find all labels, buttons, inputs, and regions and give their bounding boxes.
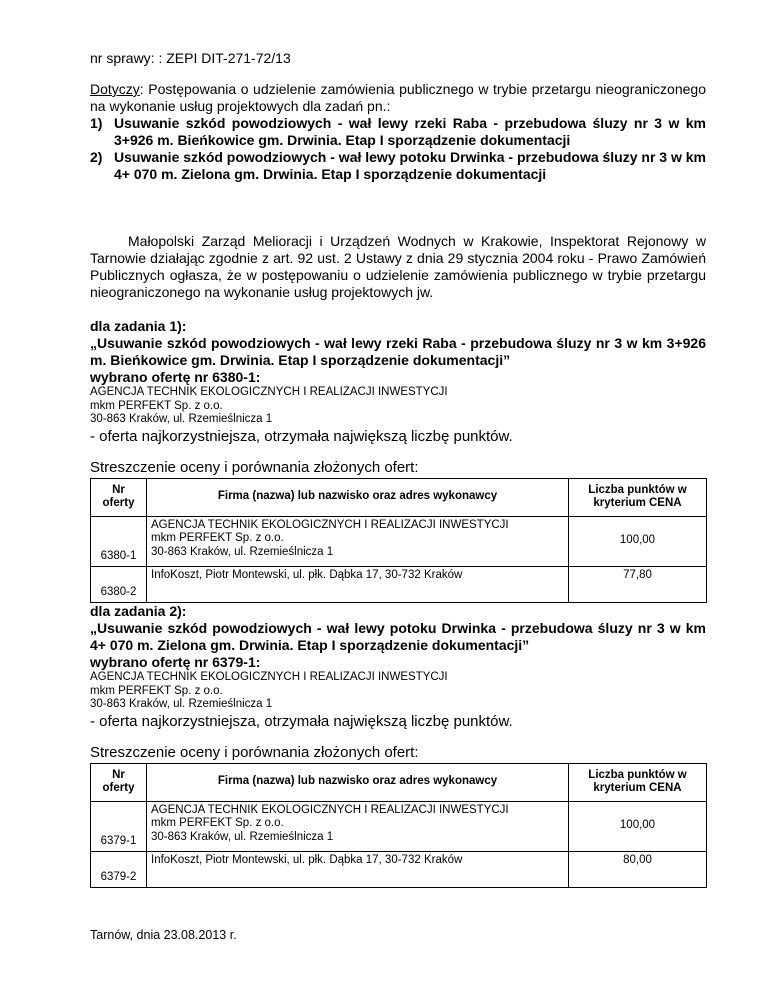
section-heading: dla zadania 2): [90, 603, 187, 619]
winner-note: - oferta najkorzystniejsza, otrzymała największą liczbę punktów. [90, 427, 513, 445]
header-firm: Firma (nazwa) lub nazwisko oraz adres wykonawcy [147, 478, 569, 516]
selected-offer: wybrano ofertę nr 6380-1: [90, 369, 261, 385]
section-task-2 [90, 603, 706, 888]
intro-paragraph: Małopolski Zarząd Melioracji i Urządzeń Wodnych w Krakowie, Inspektorat Rejonowy w Tarnowie działając zgodnie z art. 92 ust. 2 Ustawy z dnia 29 stycznia 2004 roku - Prawo Zamówień Publicznych ogłasza, że w postępowaniu o udzielenie zamówienia publicznego w trybie przetargu nieograniczonego na wykonanie usług projektowych jw. [90, 233, 706, 300]
task-item: 2) Usuwanie szkód powodziowych - wał lewy potoku Drwinka - przebudowa śluzy nr 3 w km 4+ 070 m. Zielona gm. Drwinia. Etap I sporządzenie dokumentacji [90, 149, 706, 182]
offer-points: 80,00 [569, 851, 707, 887]
task-list [90, 115, 706, 183]
header-points: Liczba punktów w kryterium CENA [569, 763, 707, 801]
offer-firm: InfoKoszt, Piotr Montewski, ul. płk. Dąbka 17, 30-732 Kraków [147, 851, 569, 887]
offers-table [90, 763, 707, 888]
winner-line: 30-863 Kraków, ul. Rzemieślnicza 1 [90, 413, 273, 425]
winner-line: AGENCJA TECHNIK EKOLOGICZNYCH I REALIZACJI INWESTYCJI [90, 671, 448, 683]
section-task-1 [90, 318, 706, 603]
section-heading: dla zadania 1): [90, 318, 187, 334]
winner-line: mkm PERFEKT Sp. z o.o. [90, 399, 223, 412]
offer-nr: 6380-2 [91, 566, 147, 602]
table-row [91, 801, 707, 851]
offer-points: 77,80 [569, 566, 707, 602]
winner-note: - oferta najkorzystniejsza, otrzymała największą liczbę punktów. [90, 712, 513, 730]
table-row [91, 516, 707, 566]
offer-firm: InfoKoszt, Piotr Montewski, ul. płk. Dąbka 17, 30-732 Kraków [147, 566, 569, 602]
offer-nr: 6379-1 [91, 801, 147, 851]
offer-nr: 6380-1 [91, 516, 147, 566]
header-firm: Firma (nazwa) lub nazwisko oraz adres wykonawcy [147, 763, 569, 801]
section-task-title: „Usuwanie szkód powodziowych - wał lewy rzeki Raba - przebudowa śluzy nr 3 w km 3+926 m. Bieńkowice gm. Drwinia. Etap I sporządzenie dokumentacji” [90, 335, 706, 368]
table-row [91, 566, 707, 602]
header-nr: Nr oferty [91, 478, 147, 516]
concerning-label: Dotyczy [90, 81, 140, 97]
table-row [91, 851, 707, 887]
offer-points: 100,00 [569, 516, 707, 566]
concerning-text: Dotyczy: Postępowania o udzielenie zamówienia publicznego w trybie przetargu nieograniczonego na wykonanie usług projektowych dla zadań pn.: [90, 81, 706, 114]
case-number: nr sprawy: : ZEPI DIT-271-72/13 [90, 50, 291, 66]
winner-line: AGENCJA TECHNIK EKOLOGICZNYCH I REALIZACJI INWESTYCJI [90, 386, 448, 398]
summary-title: Streszczenie oceny i porównania złożonych ofert: [90, 458, 419, 476]
offer-firm: AGENCJA TECHNIK EKOLOGICZNYCH I REALIZACJI INWESTYCJI mkm PERFEKT Sp. z o.o. 30-863 Kraków, ul. Rzemieślnicza 1 [147, 801, 569, 851]
table-header-row [91, 763, 707, 801]
offer-points: 100,00 [569, 801, 707, 851]
offer-nr: 6379-2 [91, 851, 147, 887]
concerning-block [90, 81, 706, 183]
section-task-title: „Usuwanie szkód powodziowych - wał lewy potoku Drwinka - przebudowa śluzy nr 3 w km 4+ 070 m. Zielona gm. Drwinia. Etap I sporządzenie dokumentacji” [90, 620, 706, 653]
header-nr: Nr oferty [91, 763, 147, 801]
winner-line: mkm PERFEKT Sp. z o.o. [90, 684, 223, 697]
selected-offer: wybrano ofertę nr 6379-1: [90, 654, 261, 670]
table-header-row [91, 478, 707, 516]
task-item: 1) Usuwanie szkód powodziowych - wał lewy rzeki Raba - przebudowa śluzy nr 3 w km 3+926 m. Bieńkowice gm. Drwinia. Etap I sporządzenie dokumentacji [90, 115, 706, 148]
offers-table [90, 478, 707, 603]
offer-firm: AGENCJA TECHNIK EKOLOGICZNYCH I REALIZACJI INWESTYCJI mkm PERFEKT Sp. z o.o. 30-863 Kraków, ul. Rzemieślnicza 1 [147, 516, 569, 566]
summary-title: Streszczenie oceny i porównania złożonych ofert: [90, 743, 419, 761]
header-points: Liczba punktów w kryterium CENA [569, 478, 707, 516]
footer-date: Tarnów, dnia 23.08.2013 r. [90, 928, 237, 942]
winner-line: 30-863 Kraków, ul. Rzemieślnicza 1 [90, 698, 273, 710]
